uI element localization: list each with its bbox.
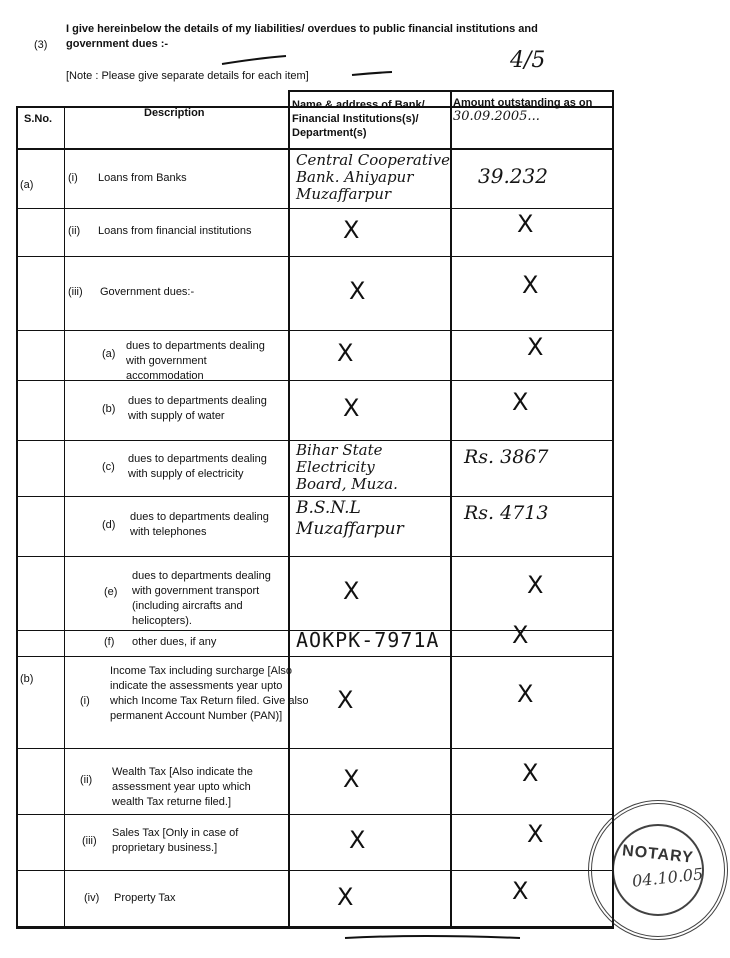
stamp-title: NOTARY xyxy=(621,842,695,867)
row-description: Property Tax xyxy=(114,892,176,904)
row-sub-number: (f) xyxy=(104,636,115,648)
name-line: Bank. Ahiyapur xyxy=(296,168,414,186)
row-divider xyxy=(16,656,614,657)
cross-mark: X xyxy=(522,759,539,787)
cross-mark: X xyxy=(349,826,366,854)
cross-mark: X xyxy=(343,394,360,422)
row-amount: 39.232 xyxy=(478,164,548,188)
header-name-address: Name & address of Bank/ Financial Institutions(s)/ Department(s) xyxy=(292,99,425,139)
cross-mark: X xyxy=(337,339,354,367)
row-name-address xyxy=(296,498,456,540)
row-amount: Rs. 3867 xyxy=(464,446,549,468)
row-divider xyxy=(16,380,614,381)
cross-mark: X xyxy=(527,820,544,848)
cross-mark: X xyxy=(343,765,360,793)
row-sub-number: (iv) xyxy=(84,892,100,904)
cross-mark: X xyxy=(512,388,529,416)
cross-mark: X xyxy=(527,571,544,599)
row-description: dues to departments dealing with supply of water xyxy=(128,395,267,422)
row-description: Loans from financial institutions xyxy=(98,225,252,237)
header-amount xyxy=(453,96,603,124)
row-description: Sales Tax [Only in case of proprietary business.] xyxy=(112,827,239,854)
header-amount-date: 30.09.2005... xyxy=(453,109,540,124)
page-number: 4/5 xyxy=(510,48,546,73)
row-sno: (a) xyxy=(20,179,34,191)
cross-mark: X xyxy=(512,877,529,905)
cross-mark: X xyxy=(343,577,360,605)
stamp-date: 04.10.05 xyxy=(631,864,705,891)
row-description: dues to departments dealing with government accommodation xyxy=(126,340,265,382)
row-sub-number: (a) xyxy=(102,348,116,360)
name-line: Electricity xyxy=(296,458,375,476)
item-number: (3) xyxy=(34,39,48,51)
row-description: Loans from Banks xyxy=(98,172,187,184)
row-divider xyxy=(16,208,614,209)
cross-mark: X xyxy=(337,686,354,714)
row-divider xyxy=(16,748,614,749)
row-description: dues to departments dealing with telephones xyxy=(130,511,269,538)
row-sub-number: (ii) xyxy=(68,225,81,237)
row-name-address xyxy=(296,152,456,203)
name-line: Central Cooperative xyxy=(296,151,451,169)
row-divider xyxy=(16,870,614,871)
row-description: Income Tax including surcharge [Also indicate the assessments year upto which Income Tax Return filed. Give also permanent Account Number (PAN)] xyxy=(110,665,309,722)
header-sno: S.No. xyxy=(24,113,53,125)
cross-mark: X xyxy=(349,277,366,305)
row-sub-number: (ii) xyxy=(80,774,93,786)
cross-mark: X xyxy=(337,883,354,911)
row-sub-number: (e) xyxy=(104,586,118,598)
row-sub-number: (d) xyxy=(102,519,116,531)
row-divider xyxy=(16,330,614,331)
cross-mark: X xyxy=(512,621,529,649)
cross-mark: X xyxy=(522,271,539,299)
row-description: Government dues:- xyxy=(100,286,195,298)
row-divider xyxy=(16,496,614,497)
cross-mark: X xyxy=(343,216,360,244)
row-divider xyxy=(16,256,614,257)
row-name-address xyxy=(296,442,456,493)
notary-stamp xyxy=(588,800,728,940)
intro-text-line2: government dues :- xyxy=(66,38,169,50)
intro-text-line1: I give hereinbelow the details of my liabilities/ overdues to public financial institutions and xyxy=(66,23,538,35)
row-sub-number: (i) xyxy=(80,695,90,707)
name-line: Muzaffarpur xyxy=(296,519,404,539)
header-amount-prefix: Amount outstanding as on xyxy=(453,97,593,109)
name-line: B.S.N.L xyxy=(296,498,361,518)
row-description: Wealth Tax [Also indicate the assessment year upto which wealth Tax returne filed.] xyxy=(112,766,253,808)
row-sno: (b) xyxy=(20,673,34,685)
name-line: Muzaffarpur xyxy=(296,185,392,203)
row-divider xyxy=(16,814,614,815)
row-divider xyxy=(16,556,614,557)
row-description: dues to departments dealing with supply of electricity xyxy=(128,453,267,480)
row-sub-number: (iii) xyxy=(68,286,83,298)
row-name-address xyxy=(296,630,456,651)
name-line: Board, Muza. xyxy=(296,475,398,493)
name-line: AOKPK-7971A xyxy=(296,628,440,652)
cross-mark: X xyxy=(527,333,544,361)
row-sub-number: (iii) xyxy=(82,835,97,847)
intro-note: [Note : Please give separate details for each item] xyxy=(66,70,309,82)
cross-mark: X xyxy=(517,680,534,708)
row-description: dues to departments dealing with government transport (including aircrafts and helicopters). xyxy=(132,570,271,627)
row-divider xyxy=(16,928,614,929)
header-description: Description xyxy=(144,107,205,119)
cross-mark: X xyxy=(517,210,534,238)
row-sub-number: (i) xyxy=(68,172,78,184)
row-sub-number: (c) xyxy=(102,461,115,473)
row-sub-number: (b) xyxy=(102,403,116,415)
row-description: other dues, if any xyxy=(132,636,217,648)
name-line: Bihar State xyxy=(296,441,383,459)
row-amount: Rs. 4713 xyxy=(464,502,549,524)
